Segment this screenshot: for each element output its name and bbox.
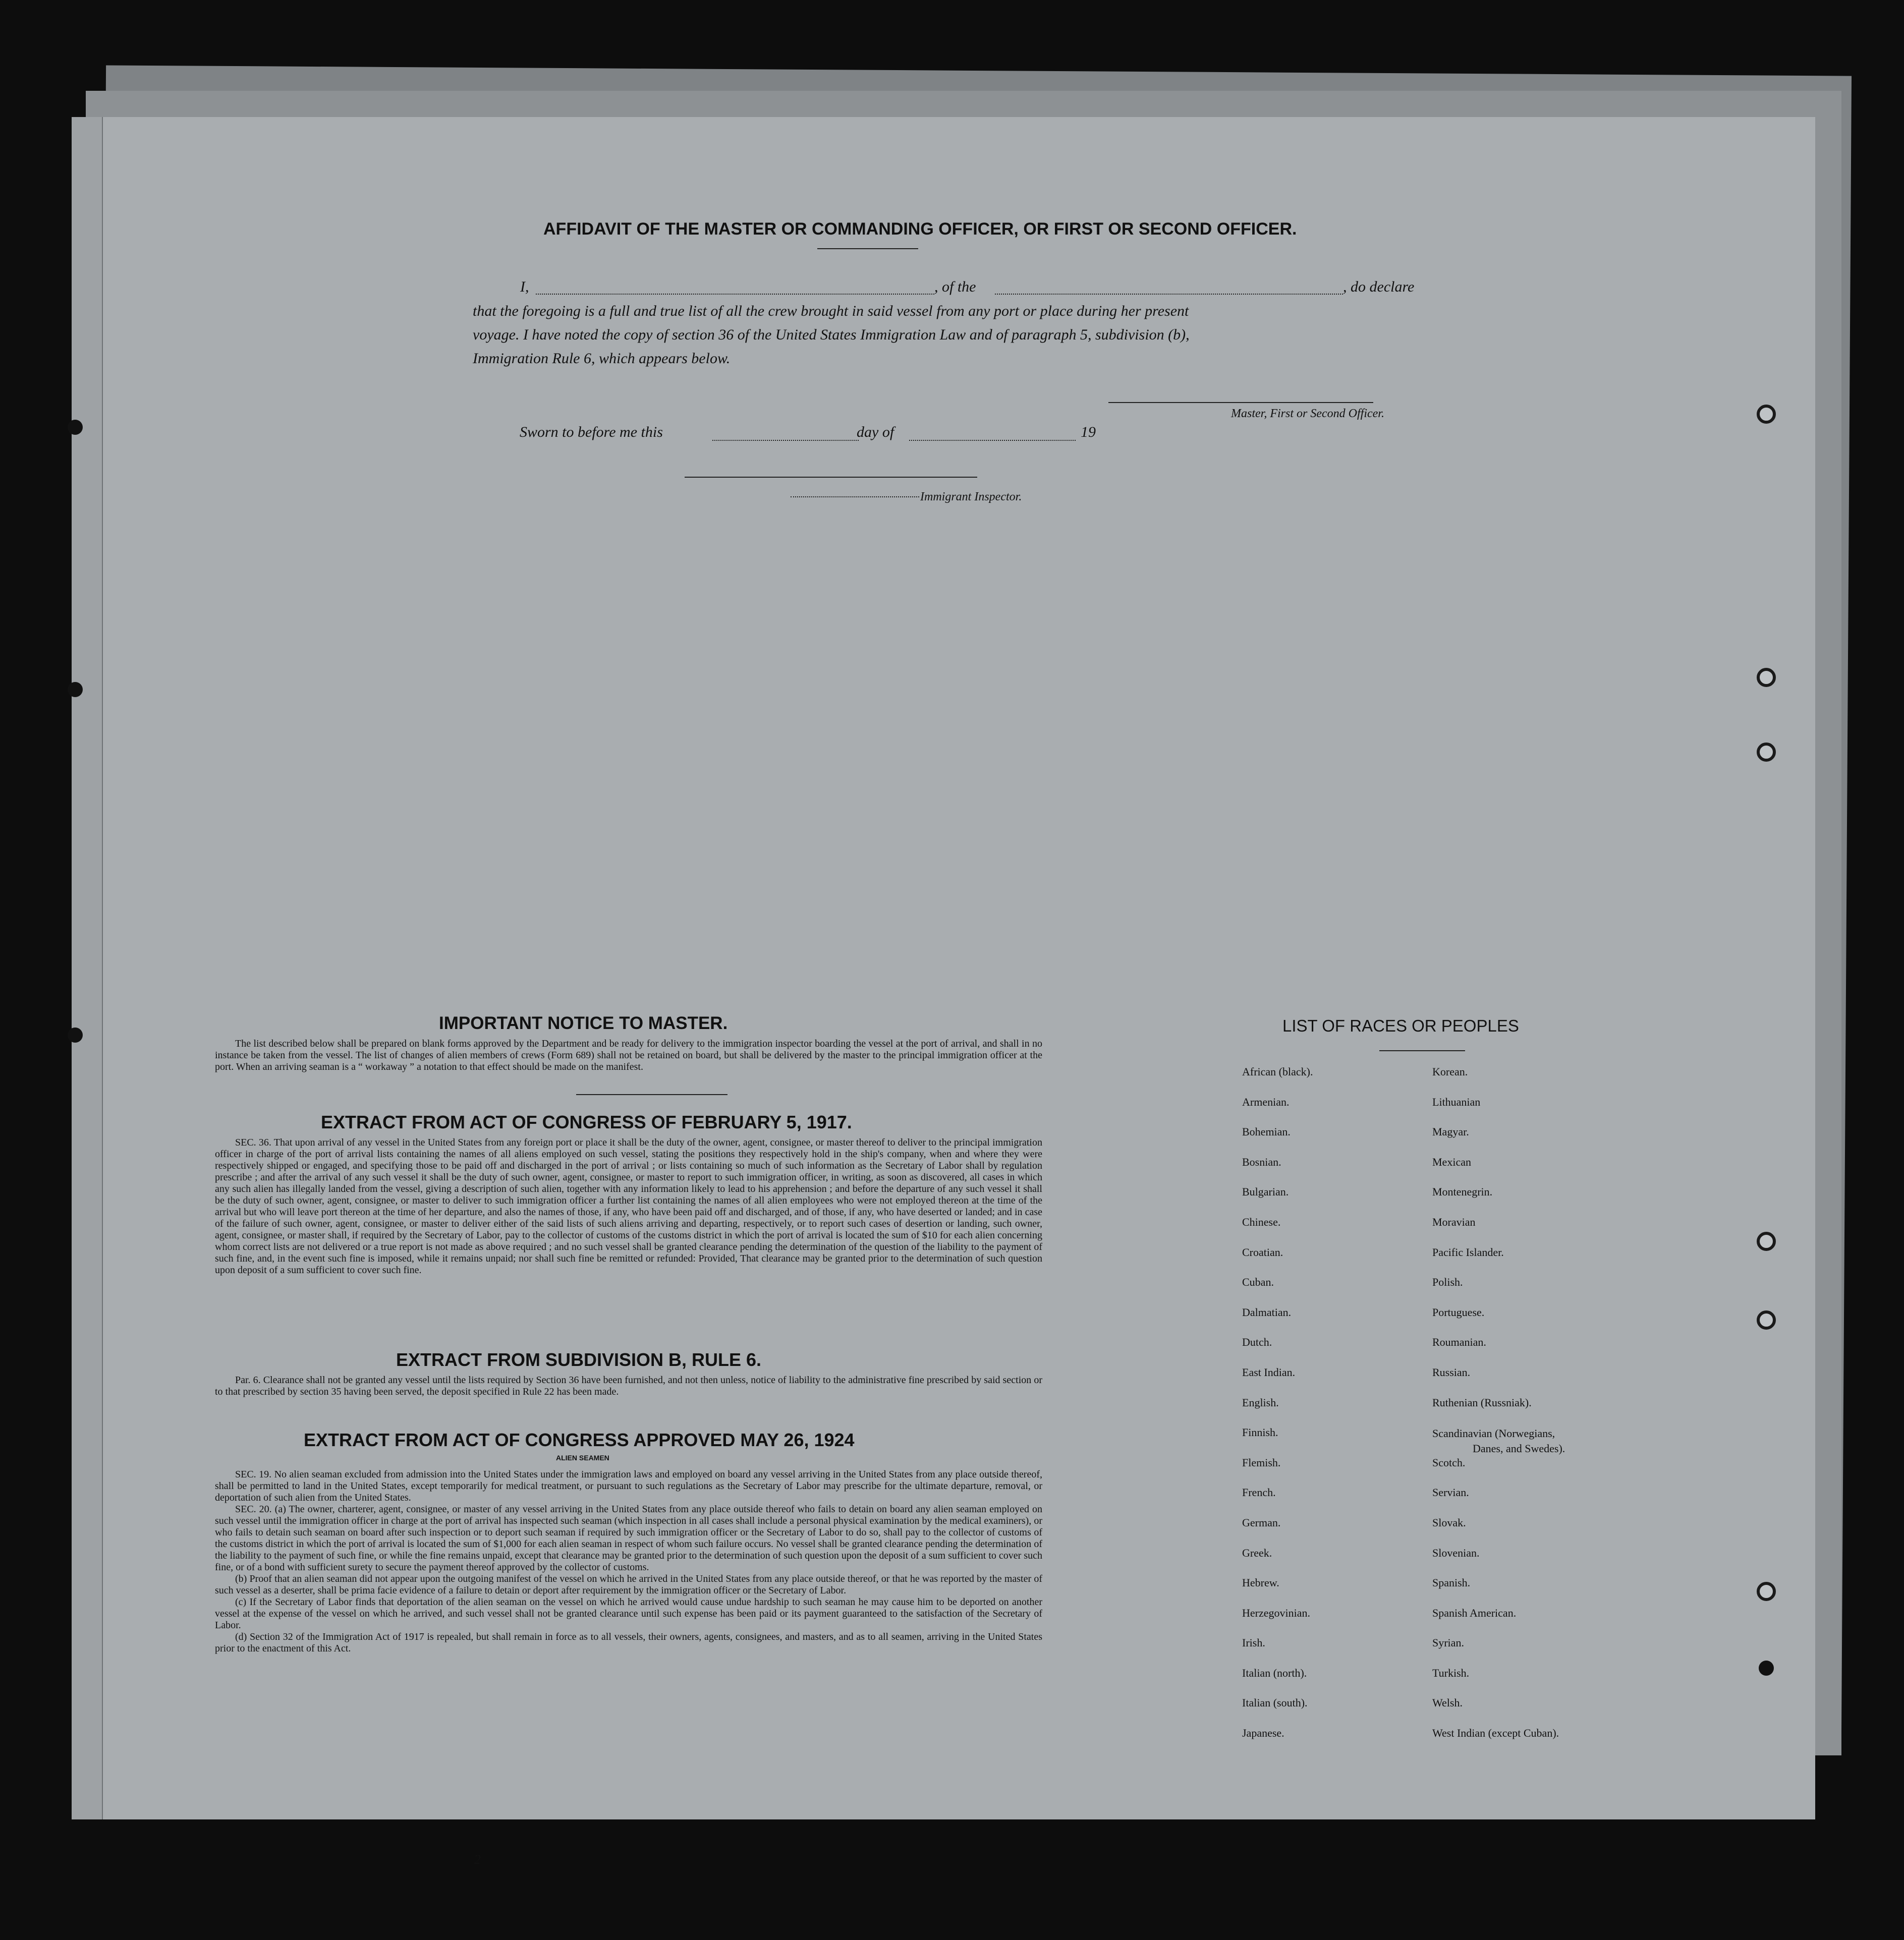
race-item: Cuban. <box>1242 1276 1274 1289</box>
extract-rule6-text <box>215 1375 1042 1398</box>
notice-title: IMPORTANT NOTICE TO MASTER. <box>439 1013 728 1033</box>
races-column-2 <box>1432 1065 1565 1757</box>
left-margin-strip <box>72 117 103 1819</box>
inspector-label: Immigrant Inspector. <box>920 490 1022 503</box>
race-item: Ruthenian (Russniak). <box>1432 1396 1532 1409</box>
extract-1924-title: EXTRACT FROM ACT OF CONGRESS APPROVED MAY 26, 1924 <box>304 1430 855 1450</box>
handwritten-mark: 2 <box>474 1852 481 1867</box>
master-signature-label: Master, First or Second Officer. <box>1231 407 1384 420</box>
race-item: Bulgarian. <box>1242 1185 1289 1199</box>
extract-1924-paragraph: (b) Proof that an alien seaman did not appear upon the outgoing manifest of the vessel on which he arrived in the United States from any place outside thereof, or that he was reported by the master of such vessel as a deserter, shall be prima facie evidence of a failure to detain or deport after requirement by the immigration officer or the Secretary of Labor. <box>215 1573 1042 1596</box>
race-item: Portuguese. <box>1432 1305 1485 1319</box>
race-item: Spanish. <box>1432 1576 1471 1589</box>
race-item: Italian (north). <box>1242 1666 1307 1679</box>
race-item: French. <box>1242 1486 1276 1499</box>
extract-1924-text <box>215 1469 1042 1654</box>
race-item: Slovenian. <box>1432 1546 1480 1559</box>
race-item: German. <box>1242 1516 1281 1529</box>
binder-hole <box>68 420 83 435</box>
race-item: Montenegrin. <box>1432 1185 1493 1199</box>
sworn-day-field[interactable] <box>712 440 859 441</box>
race-item: Syrian. <box>1432 1636 1464 1649</box>
race-item: Hebrew. <box>1242 1576 1279 1589</box>
extract-1917-paragraph: SEC. 36. That upon arrival of any vessel in the United States from any foreign port or place it shall be the duty of the owner, agent, consignee, or master thereof to deliver to the principal immigration officer in charge of the port of arrival lists containing the names of all aliens employed on such vessel, stating the positions they respectively hold in the ship's company, when and where they were respectively shipped or engaged, and specifying those to be paid off and discharged in the port of arrival ; or lists containing so much of such information as the Secretary of Labor shall by regulation prescribe ; and after the arrival of any such vessel it shall be the duty of such owner, agent, consignee, or master to report to such immigration officer, in writing, as soon as discovered, all cases in which any such alien has illegally landed from the vessel, giving a description of such alien, together with any information likely to lead to his apprehension ; and before the departure of any such vessel it shall be the duty of such owner, agent, consignee, or master to deliver to such immigration officer a further list containing the names of all alien employees who were not employed thereon at the time of the arrival but who will leave port thereon at the time of her departure, and also the names of those, if any, who have been paid off and discharged, and of those, if any, who have deserted or landed; and in case of the failure of such owner, agent, consignee, or master to deliver either of the said lists of such aliens arriving and departing, respectively, or to report such cases of desertion or landing, such owner, agent, consignee, or master shall, if required by the Secretary of Labor, pay to the collector of customs of the customs district in which the port of arrival is located the sum of $10 for each alien concerning whom correct lists are not delivered or a true report is not made as above required ; and no such vessel shall be granted clearance pending the determination of the question of the liability to the payment of such fine, and, in the event such fine is imposed, while it remains unpaid; nor shall such fine be remitted or refunded: Provided, That clearance may be granted prior to the determination of such question upon deposit of a sum sufficient to cover such fine. <box>215 1137 1042 1276</box>
affidavit-i-label: I, <box>520 278 529 295</box>
extract-1917-title: EXTRACT FROM ACT OF CONGRESS OF FEBRUARY 5, 1917. <box>321 1112 852 1132</box>
manifest-page <box>72 117 1815 1867</box>
races-title: LIST OF RACES OR PEOPLES <box>1282 1016 1519 1035</box>
race-item: Russian. <box>1432 1365 1471 1379</box>
race-item: Irish. <box>1242 1636 1265 1649</box>
section-divider <box>576 1094 727 1095</box>
race-item: Croatian. <box>1242 1245 1283 1259</box>
race-item: Finnish. <box>1242 1426 1278 1439</box>
extract-1917-text <box>215 1137 1042 1276</box>
extract-rule6-paragraph: Par. 6. Clearance shall not be granted any vessel until the lists required by Section 36 have been furnished, and not then unless, notice of liability to the administrative fine prescribed by said section or to that prescribed by section 35 having been served, the deposit specified in Rule 22 has been made. <box>215 1375 1042 1397</box>
race-item <box>1432 1426 1565 1456</box>
affidavit-body-line: that the foregoing is a full and true list of all the crew brought in said vessel from any port or place during her present <box>473 303 1189 319</box>
master-name-field[interactable] <box>536 294 934 295</box>
race-item: Dalmatian. <box>1242 1305 1292 1319</box>
race-item: African (black). <box>1242 1065 1313 1078</box>
extract-1924-paragraph: (c) If the Secretary of Labor finds that deportation of the alien seaman on the vessel on which he arrived would cause undue hardship to such seaman he may cause him to be deported on another vessel at the expense of the vessel on which he arrived, and such vessel shall not be granted clearance until such expense has been paid or its payment guaranteed to the satisfaction of the Secretary of Labor. <box>215 1596 1042 1631</box>
notice-paragraph: The list described below shall be prepared on blank forms approved by the Department and be ready for delivery to the immigration inspector boarding the vessel at the port of arrival, and shall in no instance be taken from the vessel. The list of changes of alien members of crews (Form 689) shall not be retained on board, but shall be delivered by the master to the principal immigration officer at the port. When an arriving seaman is a “ workaway ” a notation to that effect should be made on the manifest. <box>215 1038 1042 1072</box>
day-of-label: day of <box>857 424 894 440</box>
race-item: Herzegovinian. <box>1242 1606 1310 1619</box>
sworn-month-field[interactable] <box>909 440 1076 441</box>
race-item: Japanese. <box>1242 1727 1284 1740</box>
race-item: East Indian. <box>1242 1365 1296 1379</box>
race-item: Slovak. <box>1432 1516 1466 1529</box>
vessel-name-field[interactable] <box>995 294 1343 295</box>
race-item: English. <box>1242 1396 1279 1409</box>
do-declare-label: , do declare <box>1343 278 1415 295</box>
master-signature-line[interactable] <box>1108 402 1373 403</box>
affidavit-title: AFFIDAVIT OF THE MASTER OR COMMANDING OFFICER, OR FIRST OR SECOND OFFICER. <box>543 219 1297 239</box>
year-label: 19 <box>1081 424 1096 440</box>
race-item: Dutch. <box>1242 1336 1272 1349</box>
race-item: Armenian. <box>1242 1095 1290 1108</box>
binder-hole <box>1757 405 1776 424</box>
binder-hole <box>1757 743 1776 762</box>
race-item: Mexican <box>1432 1155 1471 1168</box>
of-the-label: , of the <box>934 278 976 295</box>
extract-1924-paragraph: (d) Section 32 of the Immigration Act of 1917 is repealed, but shall remain in force as to all vessels, their owners, agents, consignees, and masters, and as to all seamen, arriving in the United States prior to the enactment of this Act. <box>215 1631 1042 1654</box>
sworn-label: Sworn to before me this <box>520 424 663 440</box>
races-column-1 <box>1242 1065 1313 1757</box>
race-item-continuation: Danes, and Swedes). <box>1473 1442 1565 1455</box>
races-title-divider <box>1379 1050 1465 1051</box>
title-divider <box>817 248 918 249</box>
race-item: Magyar. <box>1432 1125 1469 1138</box>
race-item: Flemish. <box>1242 1456 1281 1469</box>
race-item: Korean. <box>1432 1065 1468 1078</box>
notice-text <box>215 1038 1042 1073</box>
race-item: Polish. <box>1432 1276 1463 1289</box>
race-item: Spanish American. <box>1432 1606 1517 1619</box>
binder-hole <box>1757 1310 1776 1330</box>
extract-1924-paragraph: SEC. 20. (a) The owner, charterer, agent, consignee, or master of any vessel arriving in the United States from any place outside thereof who fails to detain on board any alien seaman employed on such vessel until the immigration officer in charge at the port of arrival has inspected such seaman (which inspection in all cases shall include a personal physical examination by the medical examiners), or who fails to detain such seaman on board after such inspection or to deport such seaman if required by such immigration officer or the Secretary of Labor to do so, shall pay to the collector of customs of the customs district in which the port of arrival is located the sum of $1,000 for each alien seaman in respect of whom such failure occurs. No vessel shall be granted clearance pending the determination of the liability to the payment of such fine, or while the fine remains unpaid, except that clearance may be granted prior to the determination of such question upon the deposit of a sum sufficient to cover such fine, or of a bond with sufficient surety to secure the payment thereof approved by the collector of customs. <box>215 1504 1042 1573</box>
binder-hole <box>1759 1661 1774 1676</box>
extract-1924-paragraph: SEC. 19. No alien seaman excluded from admission into the United States under the immigration laws and employed on board any vessel arriving in the United States from any place outside thereof, shall be permitted to land in the United States, except temporarily for medical treatment, or pursuant to such regulations as the Secretary of Labor may prescribe for the ultimate departure, removal, or deportation of such alien from the United States. <box>215 1469 1042 1503</box>
binder-hole <box>1757 1582 1776 1601</box>
inspector-dotted-line <box>791 496 919 497</box>
race-item: Greek. <box>1242 1546 1272 1559</box>
race-item: Bohemian. <box>1242 1125 1291 1138</box>
race-item: Bosnian. <box>1242 1155 1281 1168</box>
binder-hole <box>68 1028 83 1043</box>
binder-hole <box>68 682 83 697</box>
race-item: Roumanian. <box>1432 1336 1486 1349</box>
affidavit-body-line: Immigration Rule 6, which appears below. <box>473 350 731 367</box>
race-item: Scotch. <box>1432 1456 1466 1469</box>
race-item: Italian (south). <box>1242 1696 1308 1709</box>
binder-hole <box>1757 1232 1776 1251</box>
race-item: Welsh. <box>1432 1696 1463 1709</box>
race-item: Turkish. <box>1432 1666 1470 1679</box>
alien-seamen-subtitle: ALIEN SEAMEN <box>556 1454 609 1462</box>
race-item: Moravian <box>1432 1215 1476 1228</box>
affidavit-body-line: voyage. I have noted the copy of section 36 of the United States Immigration Law and of paragraph 5, subdivision (b), <box>473 326 1190 343</box>
race-item: Pacific Islander. <box>1432 1245 1504 1259</box>
race-item: Chinese. <box>1242 1215 1281 1228</box>
race-item: Lithuanian <box>1432 1095 1481 1108</box>
binder-hole <box>1757 668 1776 687</box>
extract-rule6-title: EXTRACT FROM SUBDIVISION B, RULE 6. <box>396 1349 762 1370</box>
race-item: Servian. <box>1432 1486 1469 1499</box>
race-item: West Indian (except Cuban). <box>1432 1727 1559 1740</box>
race-item-text: Scandinavian (Norwegians, <box>1432 1427 1555 1440</box>
inspector-signature-line[interactable] <box>685 477 977 478</box>
